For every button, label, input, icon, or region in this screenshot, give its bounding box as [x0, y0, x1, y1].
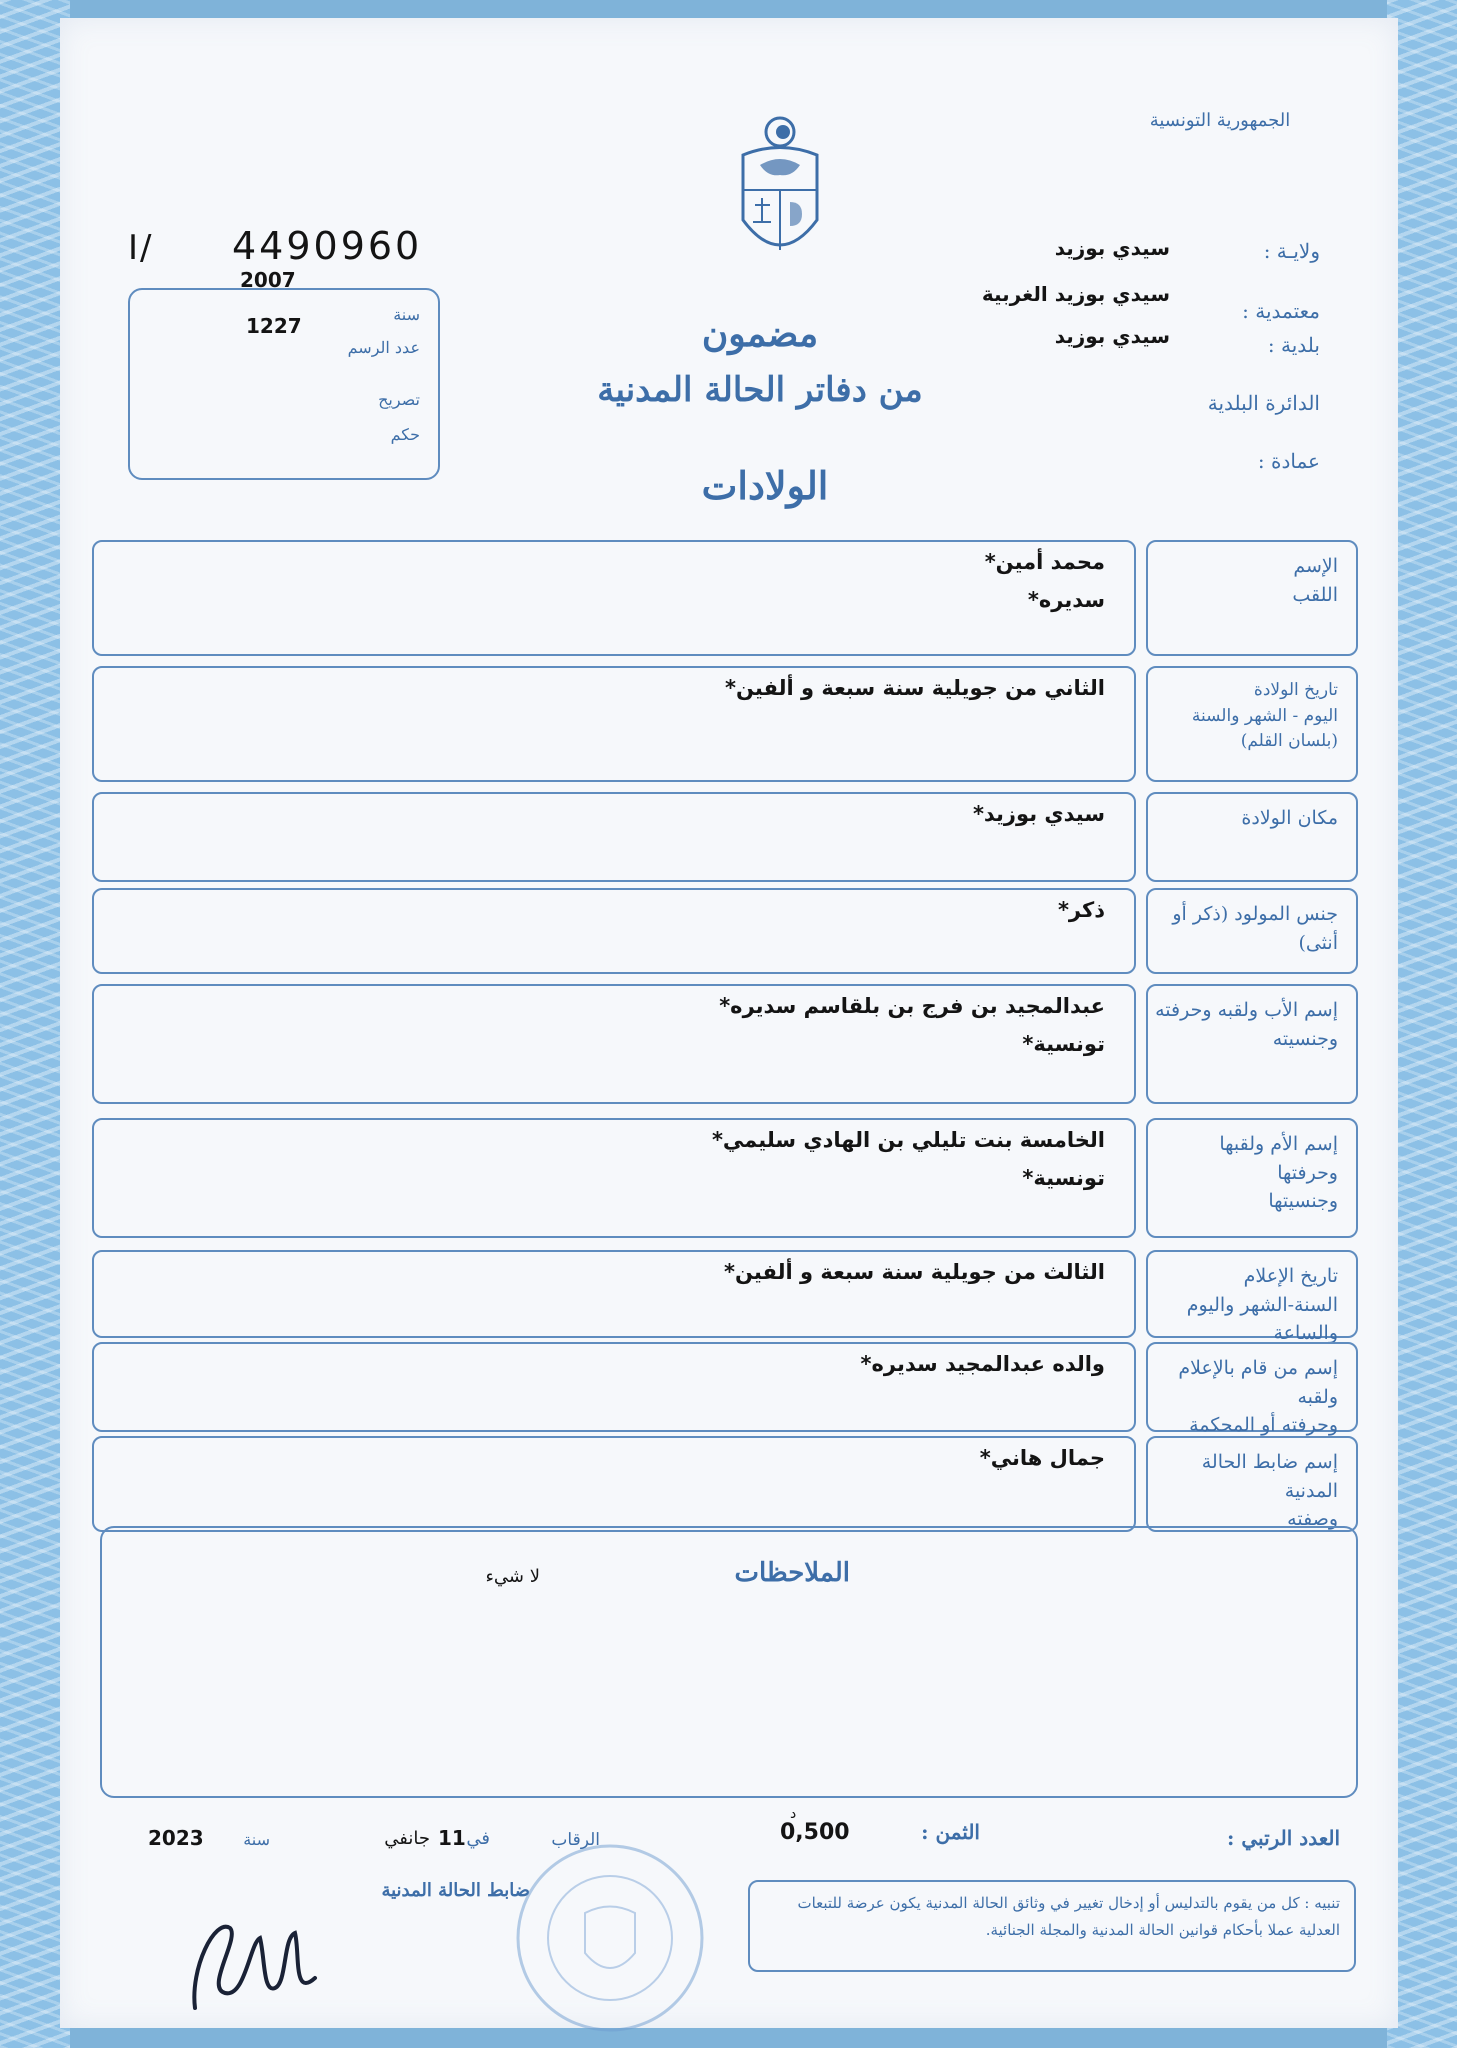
- row-label-line: إسم من قام بالإعلام ولقبه: [1178, 1357, 1338, 1408]
- coat-of-arms-emblem: [725, 110, 835, 280]
- price-label: الثمن :: [921, 1820, 980, 1844]
- serial-prefix: I/: [128, 228, 154, 268]
- date-prefix: في: [466, 1828, 490, 1849]
- omada-label: عمادة :: [1257, 449, 1320, 473]
- row-value-line: الثالث من جويلية سنة سبعة و ألفين*: [724, 1260, 1105, 1284]
- registry-judgment-label: حكم: [390, 425, 420, 444]
- row-value: [360, 1122, 1105, 1198]
- wilaya-label: ولايـة :: [1263, 239, 1320, 263]
- row-label-line: تاريخ الإعلام: [1243, 1265, 1338, 1287]
- registry-act-value: 1227: [246, 314, 302, 338]
- date-day: 11: [438, 1826, 466, 1850]
- title-line-1: مضمون: [701, 313, 819, 355]
- row-label: [1154, 1130, 1338, 1216]
- row-label: [1154, 678, 1338, 755]
- row-label-line: مكان الولادة: [1241, 807, 1338, 829]
- row-value: [360, 670, 1105, 708]
- row-label-line: تاريخ الولادة: [1253, 680, 1338, 700]
- row-value: [360, 892, 1105, 930]
- serial-number: 4490960: [232, 224, 423, 268]
- remarks-label: الملاحظات: [734, 1558, 850, 1588]
- daira-label: الدائرة البلدية: [1207, 391, 1320, 415]
- row-label-line: الإسم: [1293, 555, 1338, 577]
- title-line-2: من دفاتر الحالة المدنية: [597, 370, 923, 410]
- row-label-line: وجنسيته: [1272, 1027, 1338, 1050]
- row-value: [360, 1254, 1105, 1292]
- place-label: الرقاب: [551, 1830, 600, 1850]
- official-stamp: [510, 1838, 710, 2038]
- row-label-line: إسم الأم ولقبها وحرفتها: [1219, 1133, 1338, 1184]
- registry-act-label: عدد الرسم: [347, 338, 420, 357]
- price-unit: د: [790, 1806, 797, 1822]
- registry-declaration-label: تصريح: [378, 390, 420, 409]
- price-value: 0,500: [780, 1820, 850, 1845]
- row-value-line: تونسية*: [1022, 1165, 1105, 1190]
- officer-signature: [175, 1898, 335, 2018]
- row-label: [1154, 1262, 1338, 1348]
- officer-label: ضابط الحالة المدنية: [381, 1880, 530, 1901]
- row-label-line: اللقب: [1292, 583, 1338, 606]
- row-value: [360, 544, 1105, 620]
- row-value-line: ذكر*: [1057, 898, 1105, 922]
- mootamadia-value: سيدي بوزيد الغربية: [981, 282, 1170, 306]
- row-label: [1154, 1354, 1338, 1440]
- row-label: [1154, 552, 1338, 609]
- wilaya-value: سيدي بوزيد: [1054, 236, 1170, 260]
- row-value: [360, 1440, 1105, 1478]
- notice-text: تنبيه : كل من يقوم بالتدليس أو إدخال تغيير في وثائق الحالة المدنية يكون عرضة للتبعات العدلية عملا بأحكام قوانين الحالة المدنية والمجلة الجنائية.: [797, 1894, 1340, 1939]
- row-label: [1154, 900, 1338, 957]
- year-value: 2023: [148, 1826, 204, 1850]
- row-label-line: إسم ضابط الحالة المدنية: [1201, 1451, 1338, 1502]
- row-value-line: عبدالمجيد بن فرج بن بلقاسم سديره*: [719, 994, 1105, 1018]
- registry-year-value: 2007: [240, 268, 296, 292]
- row-label-line: إسم الأب ولقبه وحرفته: [1155, 999, 1338, 1021]
- row-value-line: سديره*: [1027, 587, 1105, 612]
- row-label-line: وجنسيتها: [1268, 1190, 1338, 1212]
- row-value-line: سيدي بوزيد*: [972, 802, 1105, 826]
- row-value-line: جمال هاني*: [979, 1446, 1105, 1470]
- row-value: [360, 988, 1105, 1064]
- row-label-line: (بلسان القلم): [1240, 731, 1338, 751]
- row-value-line: الخامسة بنت تليلي بن الهادي سليمي*: [711, 1128, 1105, 1152]
- row-value: [360, 796, 1105, 834]
- row-label: [1154, 1448, 1338, 1534]
- row-value: [360, 1346, 1105, 1384]
- remarks-value: لا شيء: [485, 1566, 540, 1587]
- date-month: جانفي: [384, 1828, 430, 1849]
- mootamadia-label: معتمدية :: [1242, 299, 1320, 323]
- row-label: [1154, 804, 1338, 833]
- baladia-label: بلدية :: [1267, 333, 1320, 357]
- row-label-line: وصفته: [1287, 1508, 1338, 1530]
- row-label-line: جنس المولود (ذكر أو أنثى): [1172, 903, 1338, 954]
- republic-heading: الجمهورية التونسية: [1149, 110, 1291, 131]
- civil-status-document: [60, 18, 1398, 2028]
- row-value-line: والده عبدالمجيد سديره*: [860, 1352, 1105, 1376]
- registry-year-label: سنة: [393, 305, 420, 324]
- year-label: سنة: [243, 1830, 270, 1849]
- baladia-value: سيدي بوزيد: [1054, 324, 1170, 348]
- title-line-3: الولادات: [701, 463, 829, 508]
- row-label-line: اليوم - الشهر والسنة: [1191, 705, 1338, 726]
- row-label-line: السنة-الشهر واليوم والساعة: [1186, 1293, 1338, 1344]
- ordinal-number-label: العدد الرتبي :: [1227, 1826, 1340, 1850]
- row-value-line: تونسية*: [1022, 1031, 1105, 1056]
- row-value-line: الثاني من جويلية سنة سبعة و ألفين*: [725, 676, 1105, 700]
- row-label: [1154, 996, 1338, 1053]
- row-value-line: محمد أمين*: [984, 550, 1105, 574]
- row-label-line: وحرفته أو المحكمة: [1189, 1414, 1338, 1436]
